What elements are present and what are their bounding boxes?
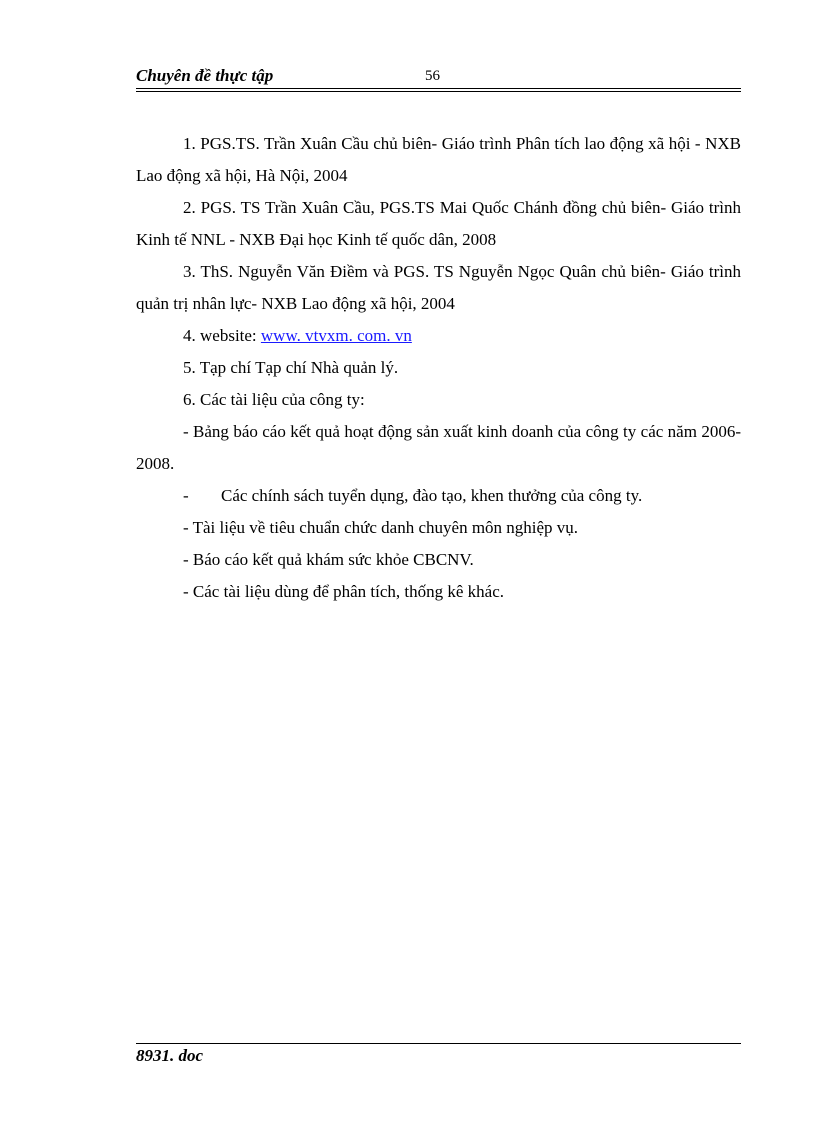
reference-item-6: 6. Các tài liệu của công ty: xyxy=(183,390,365,409)
footer-filename: 8931. doc xyxy=(136,1046,204,1065)
reference-item-3: 3. ThS. Nguyễn Văn Điềm và PGS. TS Nguyễn Ngọc Quân chủ biên- Giáo trình quản trị nhân lực- NXB Lao động xã hội, 2004 xyxy=(136,262,741,313)
footer-divider xyxy=(136,1043,741,1044)
page-number: 56 xyxy=(425,68,440,84)
company-doc-item-2 xyxy=(136,480,741,512)
header-title: Chuyên đề thực tập xyxy=(136,66,274,85)
reference-item-4-label: 4. website: xyxy=(183,326,261,345)
company-doc-item-2-text: Các chính sách tuyển dụng, đào tạo, khen thưởng của công ty. xyxy=(221,486,643,505)
company-doc-item-4: - Báo cáo kết quả khám sức khỏe CBCNV. xyxy=(183,550,474,569)
company-doc-item-2-dash: - xyxy=(183,486,189,505)
reference-item-2: 2. PGS. TS Trần Xuân Cầu, PGS.TS Mai Quốc Chánh đồng chủ biên- Giáo trình Kinh tế NNL - NXB Đại học Kinh tế quốc dân, 2008 xyxy=(136,198,741,249)
company-doc-item-5: - Các tài liệu dùng để phân tích, thống kê khác. xyxy=(183,582,505,601)
reference-item-1: 1. PGS.TS. Trần Xuân Cầu chủ biên- Giáo trình Phân tích lao động xã hội - NXB Lao động xã hội, Hà Nội, 2004 xyxy=(136,134,741,185)
header-divider-top xyxy=(136,88,741,89)
website-link[interactable]: www. vtvxm. com. vn xyxy=(260,326,412,345)
company-doc-item-3: - Tài liệu về tiêu chuẩn chức danh chuyên môn nghiệp vụ. xyxy=(183,518,579,537)
header-divider-bottom xyxy=(136,91,741,92)
reference-list xyxy=(136,128,741,608)
reference-item-5: 5. Tạp chí Tạp chí Nhà quản lý. xyxy=(183,358,399,377)
reference-item-4 xyxy=(136,320,741,352)
page-header xyxy=(136,66,741,90)
company-doc-item-1: - Bảng báo cáo kết quả hoạt động sản xuất kinh doanh của công ty các năm 2006-2008. xyxy=(136,422,741,473)
